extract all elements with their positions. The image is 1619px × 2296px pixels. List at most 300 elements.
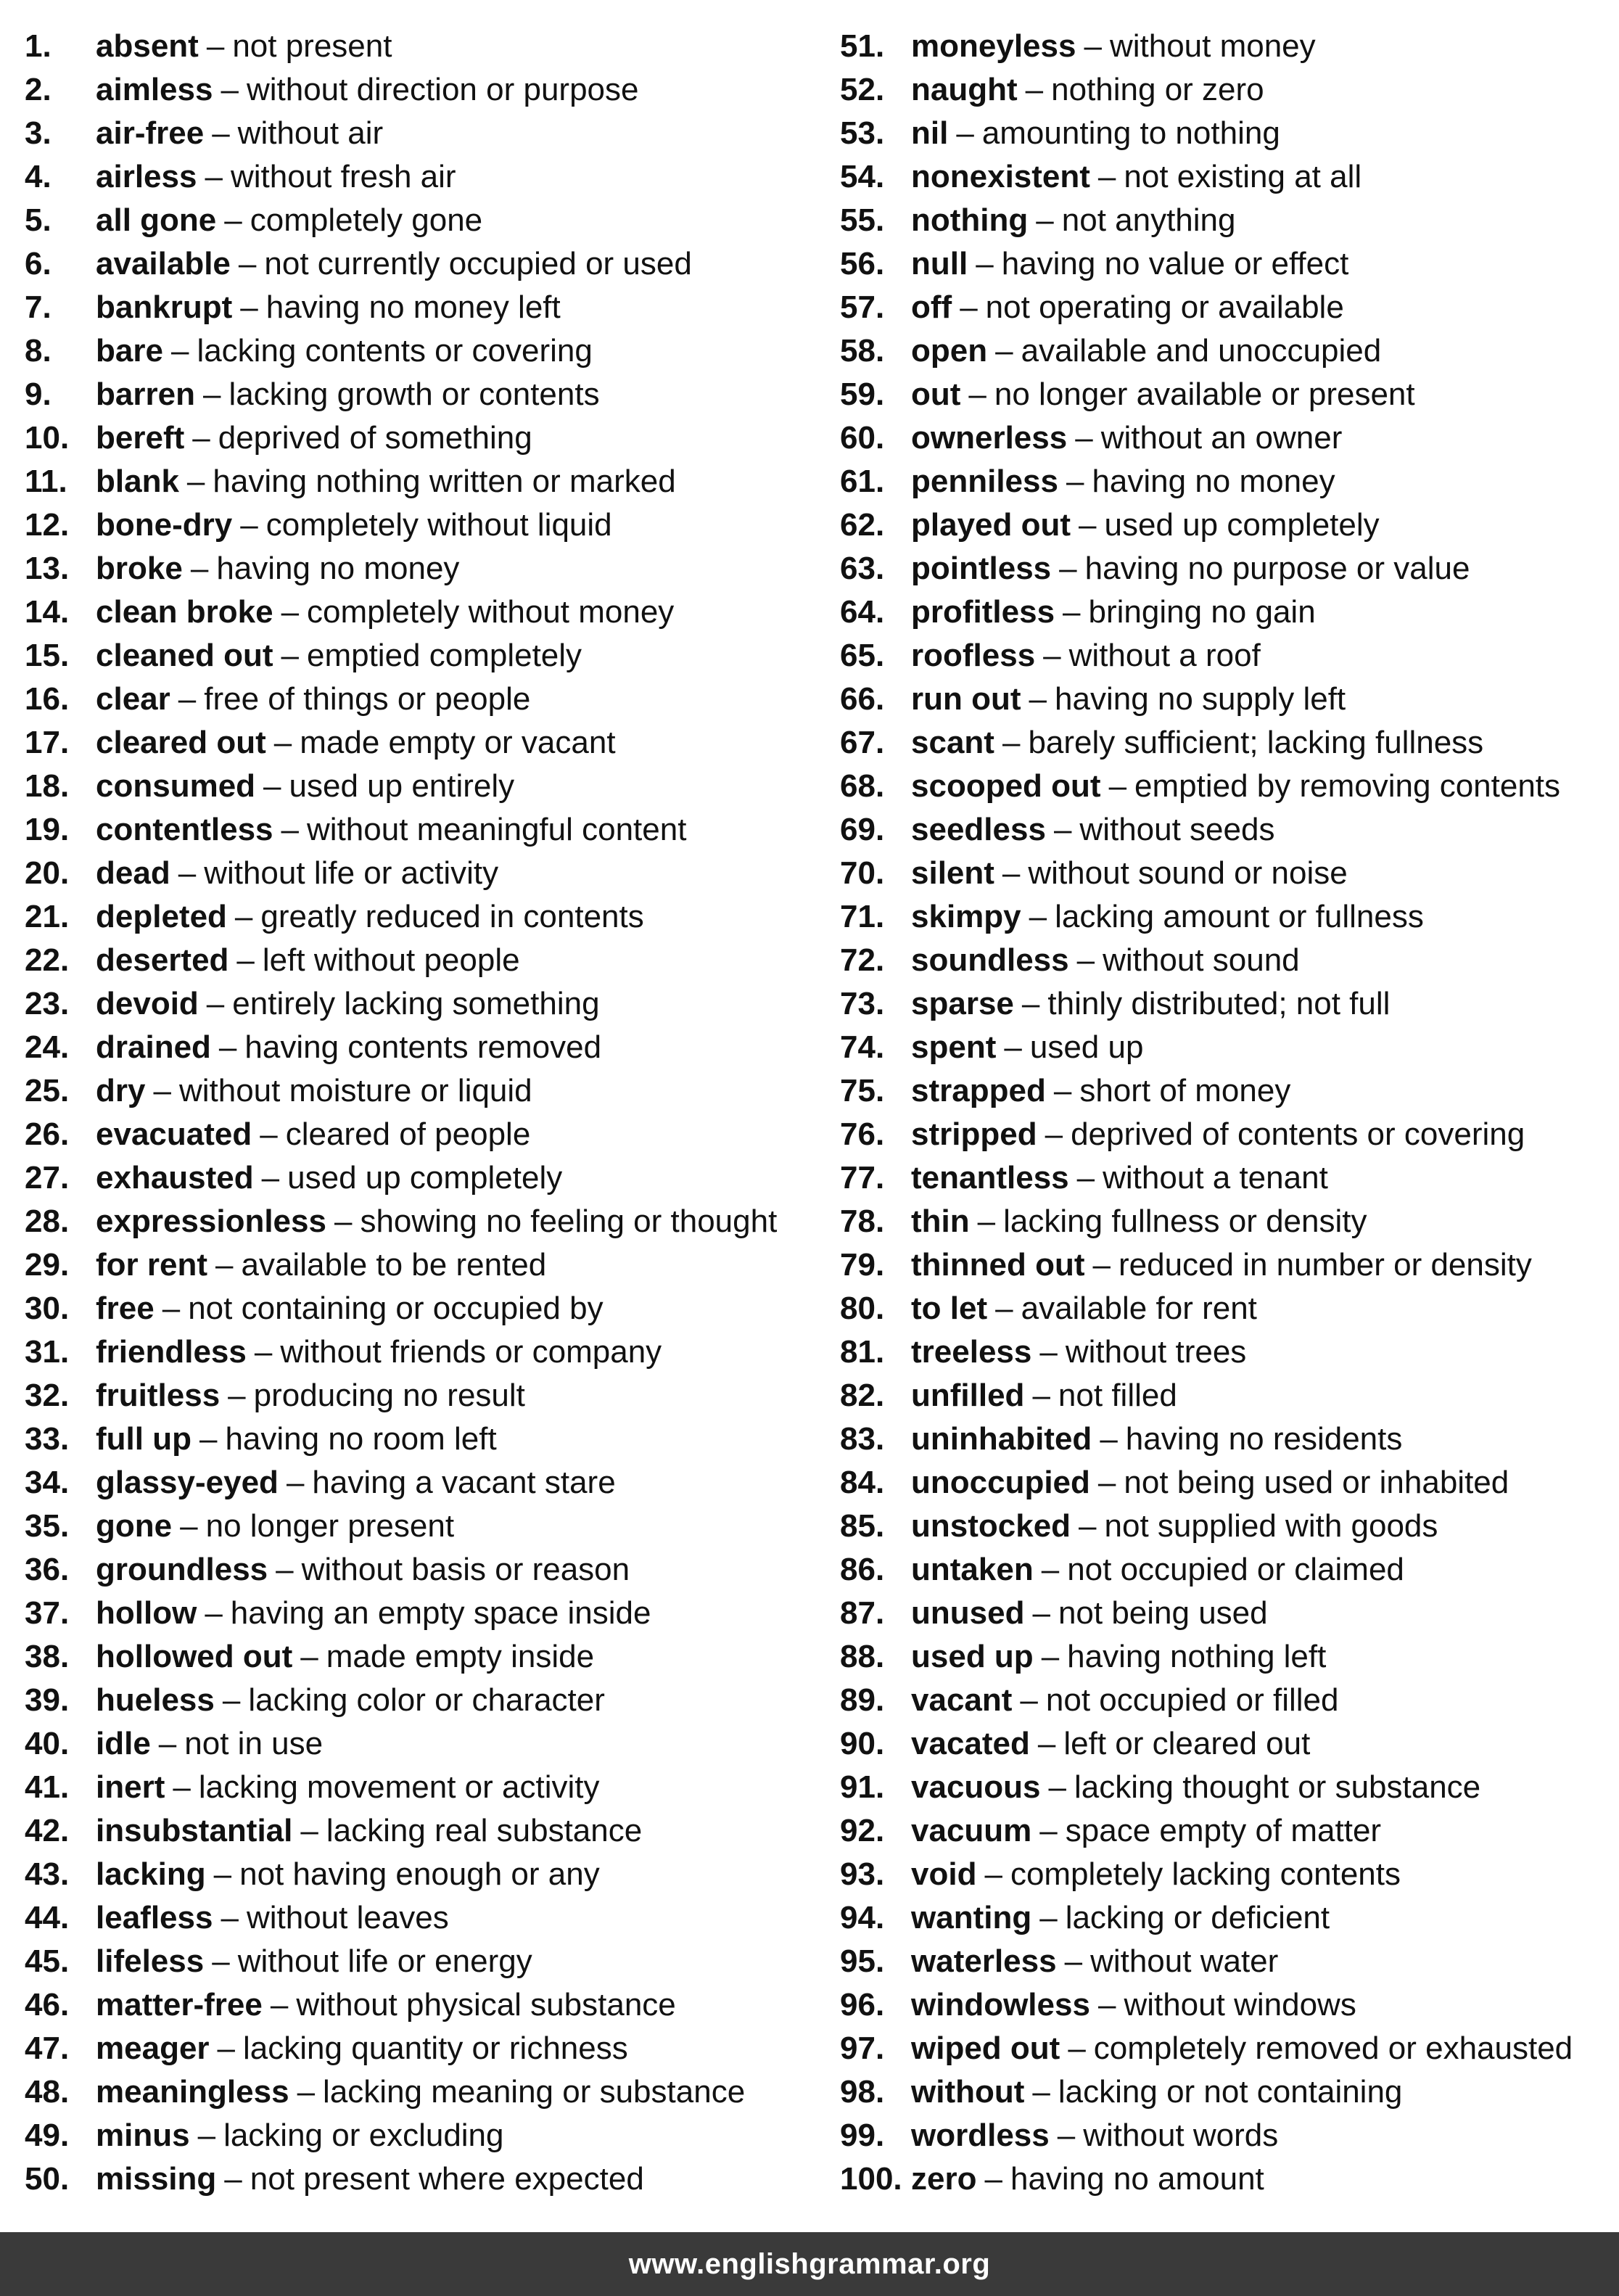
list-item: [840, 242, 1609, 286]
item-number: 84.: [840, 1465, 885, 1500]
item-word: cleaned out: [96, 638, 273, 673]
item-definition: without basis or reason: [301, 1552, 630, 1587]
item-number: 43.: [25, 1856, 70, 1892]
item-word: windowless: [911, 1987, 1090, 2023]
item-separator: –: [260, 1116, 278, 1152]
item-definition: producing no result: [253, 1378, 525, 1413]
item-definition: having no money left: [265, 289, 561, 325]
item-separator: –: [218, 1029, 237, 1065]
item-number: 16.: [25, 681, 70, 717]
item-definition: no longer present: [205, 1508, 455, 1544]
item-separator: –: [153, 1073, 171, 1108]
item-word: evacuated: [96, 1116, 252, 1152]
list-item: [840, 765, 1609, 808]
item-number: 89.: [840, 1682, 885, 1718]
item-word: barren: [96, 377, 195, 412]
item-number: 12.: [25, 507, 70, 543]
item-word: dry: [96, 1073, 146, 1108]
item-word: gone: [96, 1508, 173, 1544]
item-word: airless: [96, 159, 197, 194]
item-separator: –: [1036, 202, 1054, 238]
list-item: [25, 112, 808, 155]
item-separator: –: [1039, 1334, 1058, 1370]
word-list-left-column: [25, 25, 808, 2201]
item-word: absent: [96, 28, 199, 64]
list-item: [840, 1069, 1609, 1113]
item-definition: left or cleared out: [1063, 1726, 1311, 1761]
list-item: [25, 1330, 808, 1374]
item-separator: –: [1032, 1378, 1050, 1413]
list-item: [25, 1548, 808, 1592]
list-item: [25, 939, 808, 982]
item-separator: –: [995, 333, 1013, 369]
item-separator: –: [1053, 1073, 1072, 1108]
item-separator: –: [205, 159, 223, 194]
list-item: [25, 721, 808, 765]
item-number: 57.: [840, 289, 885, 325]
list-item: [25, 1983, 808, 2027]
list-item: [25, 547, 808, 591]
list-item: [25, 1113, 808, 1156]
item-separator: –: [1045, 1116, 1063, 1152]
item-definition: used up: [1029, 1029, 1144, 1065]
item-number: 18.: [25, 768, 70, 804]
item-number: 94.: [840, 1900, 885, 1935]
item-number: 82.: [840, 1378, 885, 1413]
item-number: 45.: [25, 1943, 70, 1979]
item-number: 28.: [25, 1203, 70, 1239]
item-definition: free of things or people: [204, 681, 531, 717]
item-separator: –: [273, 725, 292, 760]
list-item: [25, 2027, 808, 2070]
list-item: [840, 1809, 1609, 1853]
item-word: fruitless: [96, 1378, 221, 1413]
item-number: 48.: [25, 2074, 70, 2110]
item-separator: –: [276, 1552, 294, 1587]
item-definition: completely removed or exhausted: [1093, 2030, 1573, 2066]
list-item: [840, 1896, 1609, 1940]
item-word: waterless: [911, 1943, 1057, 1979]
item-word: for rent: [96, 1247, 207, 1283]
item-definition: used up completely: [287, 1160, 563, 1196]
item-number: 20.: [25, 855, 70, 891]
item-definition: without air: [237, 115, 384, 151]
item-definition: having no residents: [1125, 1421, 1403, 1457]
item-word: clear: [96, 681, 170, 717]
item-word: drained: [96, 1029, 211, 1065]
item-word: hueless: [96, 1682, 215, 1718]
item-number: 44.: [25, 1900, 70, 1935]
item-separator: –: [1021, 986, 1040, 1021]
list-item: [25, 1461, 808, 1505]
item-definition: not anything: [1061, 202, 1236, 238]
item-number: 97.: [840, 2030, 885, 2066]
item-definition: lacking color or character: [248, 1682, 605, 1718]
item-separator: –: [1097, 159, 1116, 194]
item-number: 1.: [25, 28, 52, 64]
item-number: 61.: [840, 464, 885, 499]
item-separator: –: [215, 1247, 234, 1283]
item-number: 17.: [25, 725, 70, 760]
item-number: 54.: [840, 159, 885, 194]
item-number: 41.: [25, 1769, 70, 1805]
item-number: 31.: [25, 1334, 70, 1370]
item-number: 4.: [25, 159, 52, 194]
item-separator: –: [300, 1639, 318, 1674]
item-word: untaken: [911, 1552, 1034, 1587]
list-item: [25, 1940, 808, 1983]
item-word: out: [911, 377, 961, 412]
item-word: pointless: [911, 551, 1052, 586]
item-separator: –: [1039, 1900, 1058, 1935]
item-word: hollowed out: [96, 1639, 293, 1674]
item-definition: not existing at all: [1124, 159, 1362, 194]
list-item: [25, 68, 808, 112]
item-word: wordless: [911, 2118, 1050, 2153]
list-item: [25, 765, 808, 808]
item-word: insubstantial: [96, 1813, 293, 1848]
item-separator: –: [199, 1421, 218, 1457]
item-separator: –: [186, 464, 205, 499]
item-word: silent: [911, 855, 994, 891]
item-definition: space empty of matter: [1065, 1813, 1382, 1848]
item-word: ownerless: [911, 420, 1068, 456]
list-item: [840, 1505, 1609, 1548]
item-word: all gone: [96, 202, 217, 238]
item-separator: –: [1002, 855, 1021, 891]
list-item: [840, 939, 1609, 982]
item-number: 11.: [25, 464, 67, 499]
item-word: off: [911, 289, 952, 325]
item-separator: –: [1063, 594, 1081, 630]
item-word: used up: [911, 1639, 1034, 1674]
item-separator: –: [224, 2161, 242, 2197]
item-separator: –: [1053, 812, 1072, 847]
item-number: 51.: [840, 28, 885, 64]
item-definition: barely sufficient; lacking fullness: [1028, 725, 1484, 760]
item-word: moneyless: [911, 28, 1076, 64]
item-separator: –: [170, 333, 189, 369]
item-word: blank: [96, 464, 179, 499]
item-number: 74.: [840, 1029, 885, 1065]
list-item: [25, 416, 808, 460]
item-separator: –: [960, 289, 978, 325]
list-item: [25, 982, 808, 1026]
item-number: 22.: [25, 942, 70, 978]
item-word: roofless: [911, 638, 1036, 673]
item-word: meaningless: [96, 2074, 289, 2110]
item-number: 36.: [25, 1552, 70, 1587]
item-definition: without money: [1109, 28, 1316, 64]
item-definition: having an empty space inside: [230, 1595, 651, 1631]
list-item: [25, 1853, 808, 1896]
item-definition: having a vacant stare: [312, 1465, 616, 1500]
item-separator: –: [1057, 2118, 1076, 2153]
item-word: broke: [96, 551, 183, 586]
item-definition: without trees: [1065, 1334, 1247, 1370]
item-definition: lacking or not containing: [1058, 2074, 1403, 2110]
item-word: hollow: [96, 1595, 197, 1631]
item-number: 25.: [25, 1073, 70, 1108]
item-number: 60.: [840, 420, 885, 456]
item-separator: –: [270, 1987, 289, 2023]
list-item: [25, 634, 808, 678]
item-definition: deprived of something: [218, 420, 532, 456]
item-word: missing: [96, 2161, 217, 2197]
item-word: bone-dry: [96, 507, 233, 543]
item-separator: –: [173, 1769, 191, 1805]
list-item: [25, 503, 808, 547]
list-item: [25, 1200, 808, 1243]
item-separator: –: [240, 289, 258, 325]
item-word: stripped: [911, 1116, 1037, 1152]
item-number: 52.: [840, 72, 885, 107]
item-number: 15.: [25, 638, 70, 673]
item-word: wiped out: [911, 2030, 1060, 2066]
item-separator: –: [217, 2030, 236, 2066]
item-separator: –: [234, 899, 253, 934]
list-item: [840, 1113, 1609, 1156]
item-separator: –: [1108, 768, 1127, 804]
item-definition: without an owner: [1100, 420, 1343, 456]
item-number: 37.: [25, 1595, 70, 1631]
word-list-right-column: [840, 25, 1609, 2201]
item-number: 49.: [25, 2118, 70, 2153]
item-number: 77.: [840, 1160, 885, 1196]
item-word: full up: [96, 1421, 191, 1457]
item-separator: –: [1068, 2030, 1086, 2066]
item-separator: –: [1002, 725, 1021, 760]
item-separator: –: [212, 1943, 230, 1979]
item-word: glassy-eyed: [96, 1465, 279, 1500]
item-word: thinned out: [911, 1247, 1085, 1283]
item-number: 29.: [25, 1247, 70, 1283]
item-number: 92.: [840, 1813, 885, 1848]
item-number: 87.: [840, 1595, 885, 1631]
list-item: [840, 1287, 1609, 1330]
list-item: [840, 112, 1609, 155]
item-word: contentless: [96, 812, 273, 847]
item-number: 90.: [840, 1726, 885, 1761]
item-definition: completely lacking contents: [1010, 1856, 1401, 1892]
item-definition: lacking amount or fullness: [1055, 899, 1424, 934]
item-word: naught: [911, 72, 1018, 107]
item-number: 33.: [25, 1421, 70, 1457]
list-item: [25, 1766, 808, 1809]
item-definition: no longer available or present: [994, 377, 1415, 412]
item-separator: –: [968, 377, 986, 412]
item-definition: without windows: [1124, 1987, 1356, 2023]
item-number: 40.: [25, 1726, 70, 1761]
list-item: [25, 1505, 808, 1548]
item-separator: –: [334, 1203, 353, 1239]
item-number: 14.: [25, 594, 70, 630]
list-item: [25, 286, 808, 329]
item-separator: –: [1079, 507, 1097, 543]
item-number: 34.: [25, 1465, 70, 1500]
item-separator: –: [190, 551, 209, 586]
item-number: 26.: [25, 1116, 70, 1152]
item-definition: not having enough or any: [239, 1856, 600, 1892]
item-separator: –: [1004, 1029, 1022, 1065]
item-separator: –: [1041, 1639, 1060, 1674]
item-definition: without friends or company: [280, 1334, 662, 1370]
item-definition: without sound or noise: [1028, 855, 1348, 891]
item-separator: –: [192, 420, 210, 456]
item-number: 63.: [840, 551, 885, 586]
item-separator: –: [1032, 1595, 1050, 1631]
list-item: [840, 2114, 1609, 2157]
list-item: [25, 1243, 808, 1287]
item-word: nothing: [911, 202, 1029, 238]
item-word: without: [911, 2074, 1025, 2110]
item-separator: –: [212, 115, 230, 151]
item-word: bankrupt: [96, 289, 233, 325]
item-number: 27.: [25, 1160, 70, 1196]
item-definition: having no money: [216, 551, 460, 586]
item-definition: short of money: [1079, 1073, 1291, 1108]
list-item: [840, 2070, 1609, 2114]
item-word: exhausted: [96, 1160, 254, 1196]
item-definition: lacking contents or covering: [197, 333, 593, 369]
list-item: [840, 199, 1609, 242]
list-item: [840, 1548, 1609, 1592]
list-item: [25, 1896, 808, 1940]
item-separator: –: [222, 1682, 241, 1718]
item-number: 39.: [25, 1682, 70, 1718]
item-definition: not supplied with goods: [1104, 1508, 1438, 1544]
item-number: 78.: [840, 1203, 885, 1239]
item-number: 99.: [840, 2118, 885, 2153]
item-word: unstocked: [911, 1508, 1071, 1544]
item-separator: –: [178, 681, 197, 717]
list-item: [25, 460, 808, 503]
item-definition: available to be rented: [241, 1247, 547, 1283]
item-definition: without leaves: [246, 1900, 449, 1935]
item-separator: –: [1029, 899, 1047, 934]
item-number: 47.: [25, 2030, 70, 2066]
item-word: deserted: [96, 942, 229, 978]
item-definition: reduced in number or density: [1118, 1247, 1532, 1283]
item-number: 59.: [840, 377, 885, 412]
item-word: vacuum: [911, 1813, 1032, 1848]
item-word: sparse: [911, 986, 1014, 1021]
list-item: [840, 895, 1609, 939]
item-word: played out: [911, 507, 1071, 543]
item-separator: –: [254, 1334, 273, 1370]
list-item: [840, 852, 1609, 895]
list-item: [25, 1026, 808, 1069]
item-number: 75.: [840, 1073, 885, 1108]
list-item: [840, 1026, 1609, 1069]
list-item: [840, 68, 1609, 112]
item-separator: –: [1066, 464, 1084, 499]
list-item: [840, 808, 1609, 852]
item-definition: not being used or inhabited: [1124, 1465, 1509, 1500]
item-word: treeless: [911, 1334, 1032, 1370]
list-item: [840, 678, 1609, 721]
item-separator: –: [1092, 1247, 1111, 1283]
list-item: [25, 808, 808, 852]
list-item: [840, 2027, 1609, 2070]
list-item: [840, 1766, 1609, 1809]
item-word: unused: [911, 1595, 1025, 1631]
list-item: [840, 25, 1609, 68]
item-definition: made empty or vacant: [300, 725, 616, 760]
item-definition: completely gone: [250, 202, 483, 238]
item-definition: not containing or occupied by: [188, 1291, 603, 1326]
item-number: 69.: [840, 812, 885, 847]
item-definition: having no amount: [1010, 2161, 1264, 2197]
item-definition: bringing no gain: [1088, 594, 1316, 630]
item-number: 42.: [25, 1813, 70, 1848]
item-definition: without life or activity: [204, 855, 499, 891]
item-definition: without water: [1090, 1943, 1279, 1979]
list-item: [840, 1330, 1609, 1374]
list-item: [840, 1722, 1609, 1766]
item-word: scant: [911, 725, 994, 760]
item-separator: –: [995, 1291, 1013, 1326]
item-separator: –: [1032, 2074, 1050, 2110]
list-item: [840, 1679, 1609, 1722]
item-separator: –: [1064, 1943, 1083, 1979]
item-separator: –: [221, 1900, 239, 1935]
list-item: [840, 286, 1609, 329]
item-separator: –: [180, 1508, 198, 1544]
item-separator: –: [297, 2074, 316, 2110]
item-number: 19.: [25, 812, 70, 847]
list-item: [25, 373, 808, 416]
item-definition: entirely lacking something: [232, 986, 600, 1021]
item-number: 73.: [840, 986, 885, 1021]
item-number: 56.: [840, 246, 885, 281]
item-separator: –: [213, 1856, 232, 1892]
item-word: clean broke: [96, 594, 273, 630]
list-item: [25, 25, 808, 68]
item-definition: having contents removed: [244, 1029, 602, 1065]
item-number: 93.: [840, 1856, 885, 1892]
item-definition: lacking fullness or density: [1003, 1203, 1367, 1239]
item-separator: –: [281, 638, 299, 673]
list-item: [25, 2114, 808, 2157]
item-definition: without seeds: [1079, 812, 1275, 847]
item-definition: lacking thought or substance: [1074, 1769, 1481, 1805]
list-item: [840, 1853, 1609, 1896]
list-item: [25, 678, 808, 721]
footer-url[interactable]: www.englishgrammar.org: [628, 2247, 991, 2280]
item-word: groundless: [96, 1552, 268, 1587]
item-word: cleared out: [96, 725, 266, 760]
item-number: 85.: [840, 1508, 885, 1544]
item-definition: lacking meaning or substance: [323, 2074, 746, 2110]
item-word: run out: [911, 681, 1021, 717]
item-word: zero: [911, 2161, 977, 2197]
item-separator: –: [1041, 1552, 1060, 1587]
item-definition: without a tenant: [1103, 1160, 1328, 1196]
item-definition: available and unoccupied: [1021, 333, 1382, 369]
item-separator: –: [984, 2161, 1002, 2197]
item-number: 66.: [840, 681, 885, 717]
item-number: 58.: [840, 333, 885, 369]
item-number: 2.: [25, 72, 52, 107]
item-separator: –: [238, 246, 257, 281]
item-word: matter-free: [96, 1987, 263, 2023]
item-number: 67.: [840, 725, 885, 760]
item-definition: lacking real substance: [326, 1813, 643, 1848]
item-word: void: [911, 1856, 977, 1892]
item-separator: –: [158, 1726, 177, 1761]
item-separator: –: [1039, 1813, 1058, 1848]
